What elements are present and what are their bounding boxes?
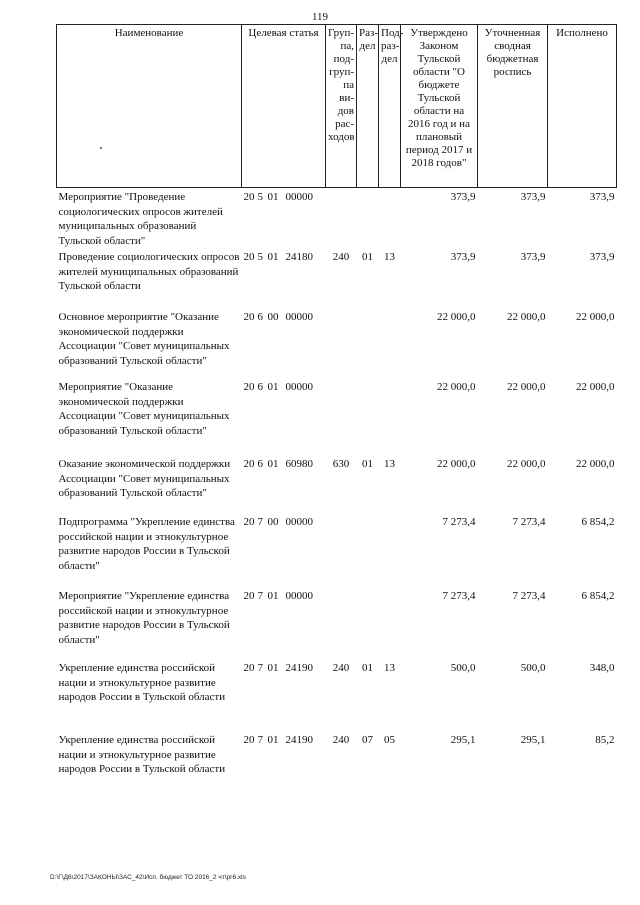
row-target-code — [242, 248, 326, 308]
header-subsection: Под- раз- дел — [379, 25, 401, 188]
row-group — [326, 513, 357, 587]
header-group: Груп- па, под- груп- па ви- дов рас- ходов — [326, 25, 357, 188]
target-code-part: 01 — [267, 191, 279, 203]
table-row — [57, 659, 617, 731]
row-target-code — [242, 188, 326, 249]
row-approved: 7 273,4 — [442, 590, 476, 602]
row-refined: 373,9 — [520, 251, 546, 263]
row-group — [326, 587, 357, 659]
row-approved: 22 000,0 — [437, 458, 476, 470]
row-group: 630 — [332, 458, 350, 470]
row-executed: 22 000,0 — [576, 458, 615, 470]
row-target-code — [242, 731, 326, 801]
row-group — [326, 188, 357, 249]
target-code-part: 7 — [257, 734, 263, 746]
row-executed: 22 000,0 — [576, 381, 615, 393]
row-target-code — [242, 513, 326, 587]
target-code-part: 20 — [243, 381, 255, 393]
target-code-part: 00000 — [285, 516, 313, 528]
row-subsection: 05 — [384, 734, 395, 746]
row-subsection — [379, 513, 401, 587]
row-group — [326, 378, 357, 455]
row-approved: 22 000,0 — [437, 381, 476, 393]
row-name: Укрепление единства российской нации и этнокультурное развитие народов России в Тульской области — [58, 662, 226, 703]
row-section: 01 — [362, 662, 373, 674]
target-code-part: 6 — [257, 311, 263, 323]
row-section: 07 — [362, 734, 373, 746]
target-code-part: 6 — [257, 458, 263, 470]
row-approved: 22 000,0 — [437, 311, 476, 323]
row-target-code — [242, 455, 326, 513]
target-code-part: 24180 — [285, 251, 313, 263]
row-refined: 295,1 — [520, 734, 546, 746]
table-row — [57, 308, 617, 378]
row-section — [357, 188, 379, 249]
row-target-code — [242, 378, 326, 455]
row-target-code — [242, 587, 326, 659]
row-group: 240 — [332, 662, 350, 674]
header-target: Целевая статья — [242, 25, 326, 188]
row-refined: 22 000,0 — [507, 458, 546, 470]
row-subsection: 13 — [384, 251, 395, 263]
row-approved: 7 273,4 — [442, 516, 476, 528]
target-code-part: 01 — [267, 662, 279, 674]
target-code-part: 5 — [257, 191, 263, 203]
target-code-part: 20 — [243, 662, 255, 674]
target-code-part: 20 — [243, 734, 255, 746]
row-executed: 373,9 — [589, 251, 615, 263]
row-target-code — [242, 308, 326, 378]
row-subsection — [379, 378, 401, 455]
row-group — [326, 308, 357, 378]
row-name: Мероприятие "Проведение социологических опросов жителей муниципальных образований Тульской области" — [58, 191, 223, 247]
row-group: 240 — [332, 734, 350, 746]
page-number: 119 — [311, 11, 329, 23]
row-subsection — [379, 587, 401, 659]
row-name: Проведение социологических опросов жителей муниципальных образований Тульской области — [58, 251, 240, 292]
row-refined: 7 273,4 — [512, 516, 546, 528]
row-section: 01 — [362, 458, 373, 470]
table-row — [57, 248, 617, 308]
header-refined: Уточненная сводная бюджетная роспись — [478, 25, 548, 188]
table-row — [57, 513, 617, 587]
row-section — [357, 587, 379, 659]
file-path-footer: D:\Г\Д6\2017\ЗАКОНЫ\ЗАС_42\Исп. бюджет ТО 2016_2 чт\рг6.xls — [50, 874, 246, 881]
table-row — [57, 587, 617, 659]
header-executed: Исполнено — [548, 25, 617, 188]
target-code-part: 20 — [243, 191, 255, 203]
target-code-part: 00 — [267, 516, 279, 528]
row-approved: 373,9 — [450, 191, 476, 203]
row-name: Мероприятие "Укрепление единства российской нации и этнокультурное развитие народов России в Тульской области" — [58, 590, 230, 646]
target-code-part: 01 — [267, 458, 279, 470]
target-code-part: 20 — [243, 458, 255, 470]
row-section — [357, 308, 379, 378]
row-executed: 6 854,2 — [581, 516, 615, 528]
row-refined: 373,9 — [520, 191, 546, 203]
target-code-part: 00000 — [285, 191, 313, 203]
header-section: Раз- дел — [357, 25, 379, 188]
budget-table — [56, 24, 617, 801]
row-executed: 373,9 — [589, 191, 615, 203]
target-code-part: 7 — [257, 590, 263, 602]
table-row — [57, 731, 617, 801]
row-executed: 6 854,2 — [581, 590, 615, 602]
row-executed: 348,0 — [589, 662, 615, 674]
row-name: Оказание экономической поддержки Ассоциации "Совет муниципальных образований Тульской области" — [58, 458, 231, 499]
table-row — [57, 188, 617, 249]
target-code-part: 60980 — [285, 458, 313, 470]
target-code-part: 20 — [243, 251, 255, 263]
target-code-part: 00000 — [285, 590, 313, 602]
target-code-part: 20 — [243, 516, 255, 528]
row-refined: 22 000,0 — [507, 311, 546, 323]
row-section: 01 — [362, 251, 373, 263]
row-executed: 22 000,0 — [576, 311, 615, 323]
target-code-part: 7 — [257, 516, 263, 528]
target-code-part: 01 — [267, 381, 279, 393]
header-name: Наименование — [57, 25, 242, 188]
row-refined: 22 000,0 — [507, 381, 546, 393]
target-code-part: 01 — [267, 734, 279, 746]
row-approved: 373,9 — [450, 251, 476, 263]
header-approved: Утверждено Законом Тульской области "О бюджете Тульской области на 2016 год и на плановый период 2017 и 2018 годов" — [401, 25, 478, 188]
row-subsection — [379, 188, 401, 249]
target-code-part: 24190 — [285, 734, 313, 746]
target-code-part: 24190 — [285, 662, 313, 674]
row-subsection: 13 — [384, 662, 395, 674]
row-group: 240 — [332, 251, 350, 263]
target-code-part: 00000 — [285, 311, 313, 323]
row-name: Основное мероприятие "Оказание экономической поддержки Ассоциации "Совет муниципальных образований Тульской области" — [58, 311, 230, 367]
row-approved: 500,0 — [450, 662, 476, 674]
row-refined: 7 273,4 — [512, 590, 546, 602]
target-code-part: 5 — [257, 251, 263, 263]
table-row — [57, 378, 617, 455]
row-name: Укрепление единства российской нации и этнокультурное развитие народов России в Тульской области — [58, 734, 226, 775]
target-code-part: 00 — [267, 311, 279, 323]
row-section — [357, 378, 379, 455]
target-code-part: 7 — [257, 662, 263, 674]
target-code-part: 01 — [267, 251, 279, 263]
row-approved: 295,1 — [450, 734, 476, 746]
row-section — [357, 513, 379, 587]
row-executed: 85,2 — [595, 734, 615, 746]
row-target-code — [242, 659, 326, 731]
row-subsection — [379, 308, 401, 378]
target-code-part: 01 — [267, 590, 279, 602]
row-subsection: 13 — [384, 458, 395, 470]
row-refined: 500,0 — [520, 662, 546, 674]
target-code-part: 00000 — [285, 381, 313, 393]
row-name: Мероприятие "Оказание экономической поддержки Ассоциации "Совет муниципальных образований Тульской области" — [58, 381, 230, 437]
target-code-part: 20 — [243, 590, 255, 602]
target-code-part: 6 — [257, 381, 263, 393]
table-row — [57, 455, 617, 513]
target-code-part: 20 — [243, 311, 255, 323]
row-name: Подпрограмма "Укрепление единства российской нации и этнокультурное развитие народов России в Тульской области" — [58, 516, 235, 572]
header-row — [57, 25, 617, 188]
